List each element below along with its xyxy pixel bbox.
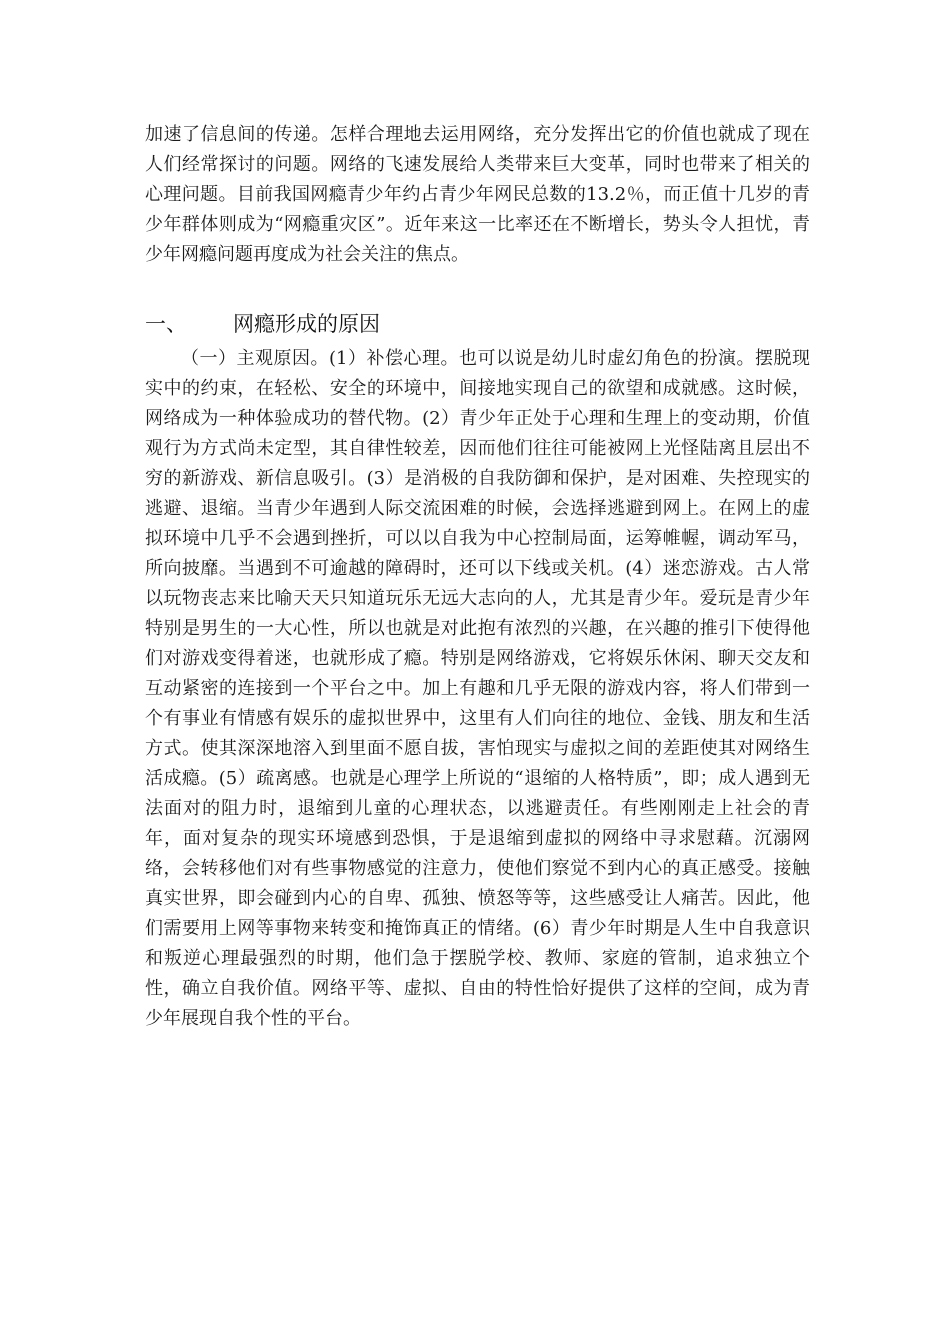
intro-paragraph: 加速了信息间的传递。怎样合理地去运用网络，充分发挥出它的价值也就成了现在人们经常探讨的问题。网络的飞速发展给人类带来巨大变革，同时也带来了相关的心理问题。目前我国网瘾青少年约占青少年网民总数的13.2％，而正值十几岁的青少年群体则成为“网瘾重灾区”。近年来这一比率还在不断增长，势头令人担忧，青少年网瘾问题再度成为社会关注的焦点。 (145, 124, 810, 265)
section-heading-title: 网瘾形成的原因 (233, 312, 380, 336)
causes-paragraph: （一）主观原因。(1）补偿心理。也可以说是幼儿时虚幻角色的扮演。摆脱现实中的约束，在轻松、安全的环境中，间接地实现自己的欲望和成就感。这时候，网络成为一种体验成功的替代物。(2）青少年正处于心理和生理上的变动期，价值观行为方式尚未定型，其自律性较差，因而他们往往可能被网上光怪陆离且层出不穷的新游戏、新信息吸引。(3）是消极的自我防御和保护，是对困难、失控现实的逃避、退缩。当青少年遇到人际交流困难的时候，会选择逃避到网上。在网上的虚拟环境中几乎不会遇到挫折，可以以自我为中心控制局面，运筹帷幄，调动军马，所向披靡。当遇到不可逾越的障碍时，还可以下线或关机。(4）迷恋游戏。古人常以玩物丧志来比喻天天只知道玩乐无远大志向的人，尤其是青少年。爱玩是青少年特别是男生的一大心性，所以也就是对此抱有浓烈的兴趣，在兴趣的推引下使得他们对游戏变得着迷，也就形成了瘾。特别是网络游戏，它将娱乐休闲、聊天交友和互动紧密的连接到一个平台之中。加上有趣和几乎无限的游戏内容，将人们带到一个有事业有情感有娱乐的虚拟世界中，这里有人们向往的地位、金钱、朋友和生活方式。使其深深地溶入到里面不愿自拔，害怕现实与虚拟之间的差距使其对网络生活成瘾。(5）疏离感。也就是心理学上所说的“退缩的人格特质”，即；成人遇到无法面对的阻力时，退缩到儿童的心理状态，以逃避责任。有些刚刚走上社会的青年，面对复杂的现实环境感到恐惧，于是退缩到虚拟的网络中寻求慰藉。沉溺网络，会转移他们对有些事物感觉的注意力，使他们察觉不到内心的真正感受。接触真实世界，即会碰到内心的自卑、孤独、愤怒等等，这些感受让人痛苦。因此，他们需要用上网等事物来转变和掩饰真正的情绪。(6）青少年时期是人生中自我意识和叛逆心理最强烈的时期，他们急于摆脱学校、教师、家庭的管制，追求独立个性，确立自我价值。网络平等、虚拟、自由的特性恰好提供了这样的空间，成为青少年展现自我个性的平台。 (145, 348, 810, 1029)
section-heading (145, 307, 810, 341)
section-heading-number: 一、 (145, 312, 187, 336)
